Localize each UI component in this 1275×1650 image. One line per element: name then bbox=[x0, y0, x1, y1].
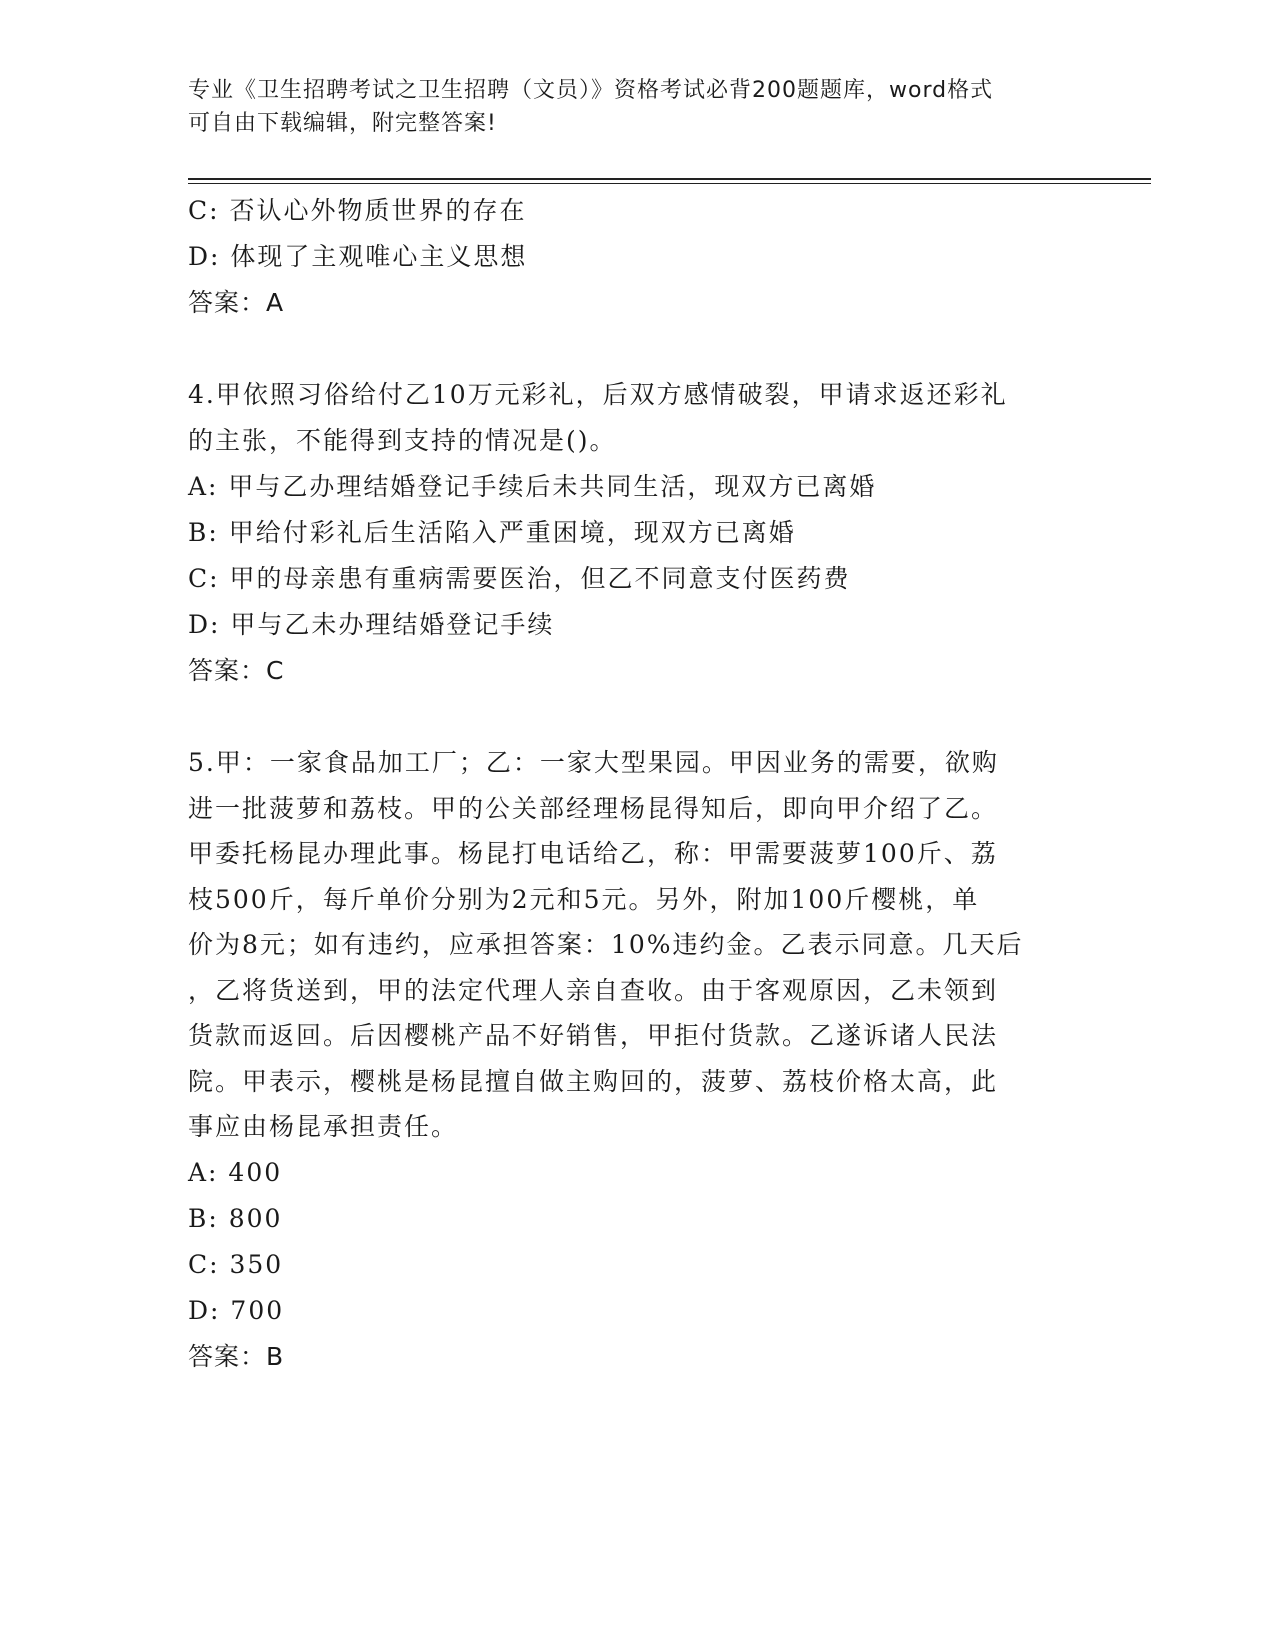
q5-option-b: B: 800 bbox=[188, 1203, 283, 1233]
q4-stem-line-1: 4.甲依照习俗给付乙10万元彩礼，后双方感情破裂，甲请求返还彩礼 bbox=[188, 380, 1008, 409]
q5-option-d: D: 700 bbox=[188, 1295, 285, 1325]
q3-option-d: D: 体现了主观唯心主义思想 bbox=[188, 242, 528, 271]
q5-stem-line: 5.甲：一家食品加工厂；乙：一家大型果园。甲因业务的需要，欲购 bbox=[188, 748, 999, 777]
q4-answer: 答案：C bbox=[188, 656, 285, 685]
spacer bbox=[188, 326, 1088, 372]
q5-stem-line: 事应由杨昆承担责任。 bbox=[188, 1112, 459, 1141]
q5-stem-line: 甲委托杨昆办理此事。杨昆打电话给乙，称：甲需要菠萝100斤、荔 bbox=[188, 839, 998, 868]
q5-option-a: A: 400 bbox=[188, 1157, 283, 1187]
q5-stem-line: ，乙将货送到，甲的法定代理人亲自查收。由于客观原因，乙未领到 bbox=[188, 975, 999, 1005]
q4-option-c: C: 甲的母亲患有重病需要医治，但乙不同意支付医药费 bbox=[188, 564, 851, 593]
q5-stem-line: 货款而返回。后因樱桃产品不好销售，甲拒付货款。乙遂诉诸人民法 bbox=[188, 1021, 999, 1050]
header-divider-thin bbox=[188, 183, 1151, 184]
header-divider-thick bbox=[188, 178, 1151, 180]
header-title-line-1: 专业《卫生招聘考试之卫生招聘（文员）》资格考试必背200题题库，word格式 bbox=[188, 78, 994, 103]
header-title-line-2: 可自由下载编辑，附完整答案! bbox=[188, 111, 497, 136]
question-content bbox=[188, 188, 1088, 1380]
q5-answer: 答案：B bbox=[188, 1341, 285, 1371]
spacer bbox=[188, 694, 1088, 740]
q5-stem-line: 院。甲表示，樱桃是杨昆擅自做主购回的，菠萝、荔枝价格太高，此 bbox=[188, 1066, 999, 1096]
q3-option-c: C: 否认心外物质世界的存在 bbox=[188, 196, 527, 225]
q4-option-b: B: 甲给付彩礼后生活陷入严重困境，现双方已离婚 bbox=[188, 518, 796, 547]
q4-stem-line-2: 的主张，不能得到支持的情况是()。 bbox=[188, 426, 617, 455]
q5-stem-line: 进一批菠萝和荔枝。甲的公关部经理杨昆得知后，即向甲介绍了乙。 bbox=[188, 793, 999, 823]
q4-option-a: A: 甲与乙办理结婚登记手续后未共同生活，现双方已离婚 bbox=[188, 472, 877, 501]
document-header bbox=[188, 74, 1068, 140]
q5-option-c: C: 350 bbox=[188, 1249, 284, 1279]
q4-option-d: D: 甲与乙未办理结婚登记手续 bbox=[188, 610, 555, 639]
q3-answer: 答案：A bbox=[188, 288, 285, 317]
q5-stem-line: 价为8元；如有违约，应承担答案：10%违约金。乙表示同意。几天后 bbox=[188, 930, 1024, 959]
q5-stem-line: 枝500斤，每斤单价分别为2元和5元。另外，附加100斤樱桃，单 bbox=[188, 884, 980, 914]
